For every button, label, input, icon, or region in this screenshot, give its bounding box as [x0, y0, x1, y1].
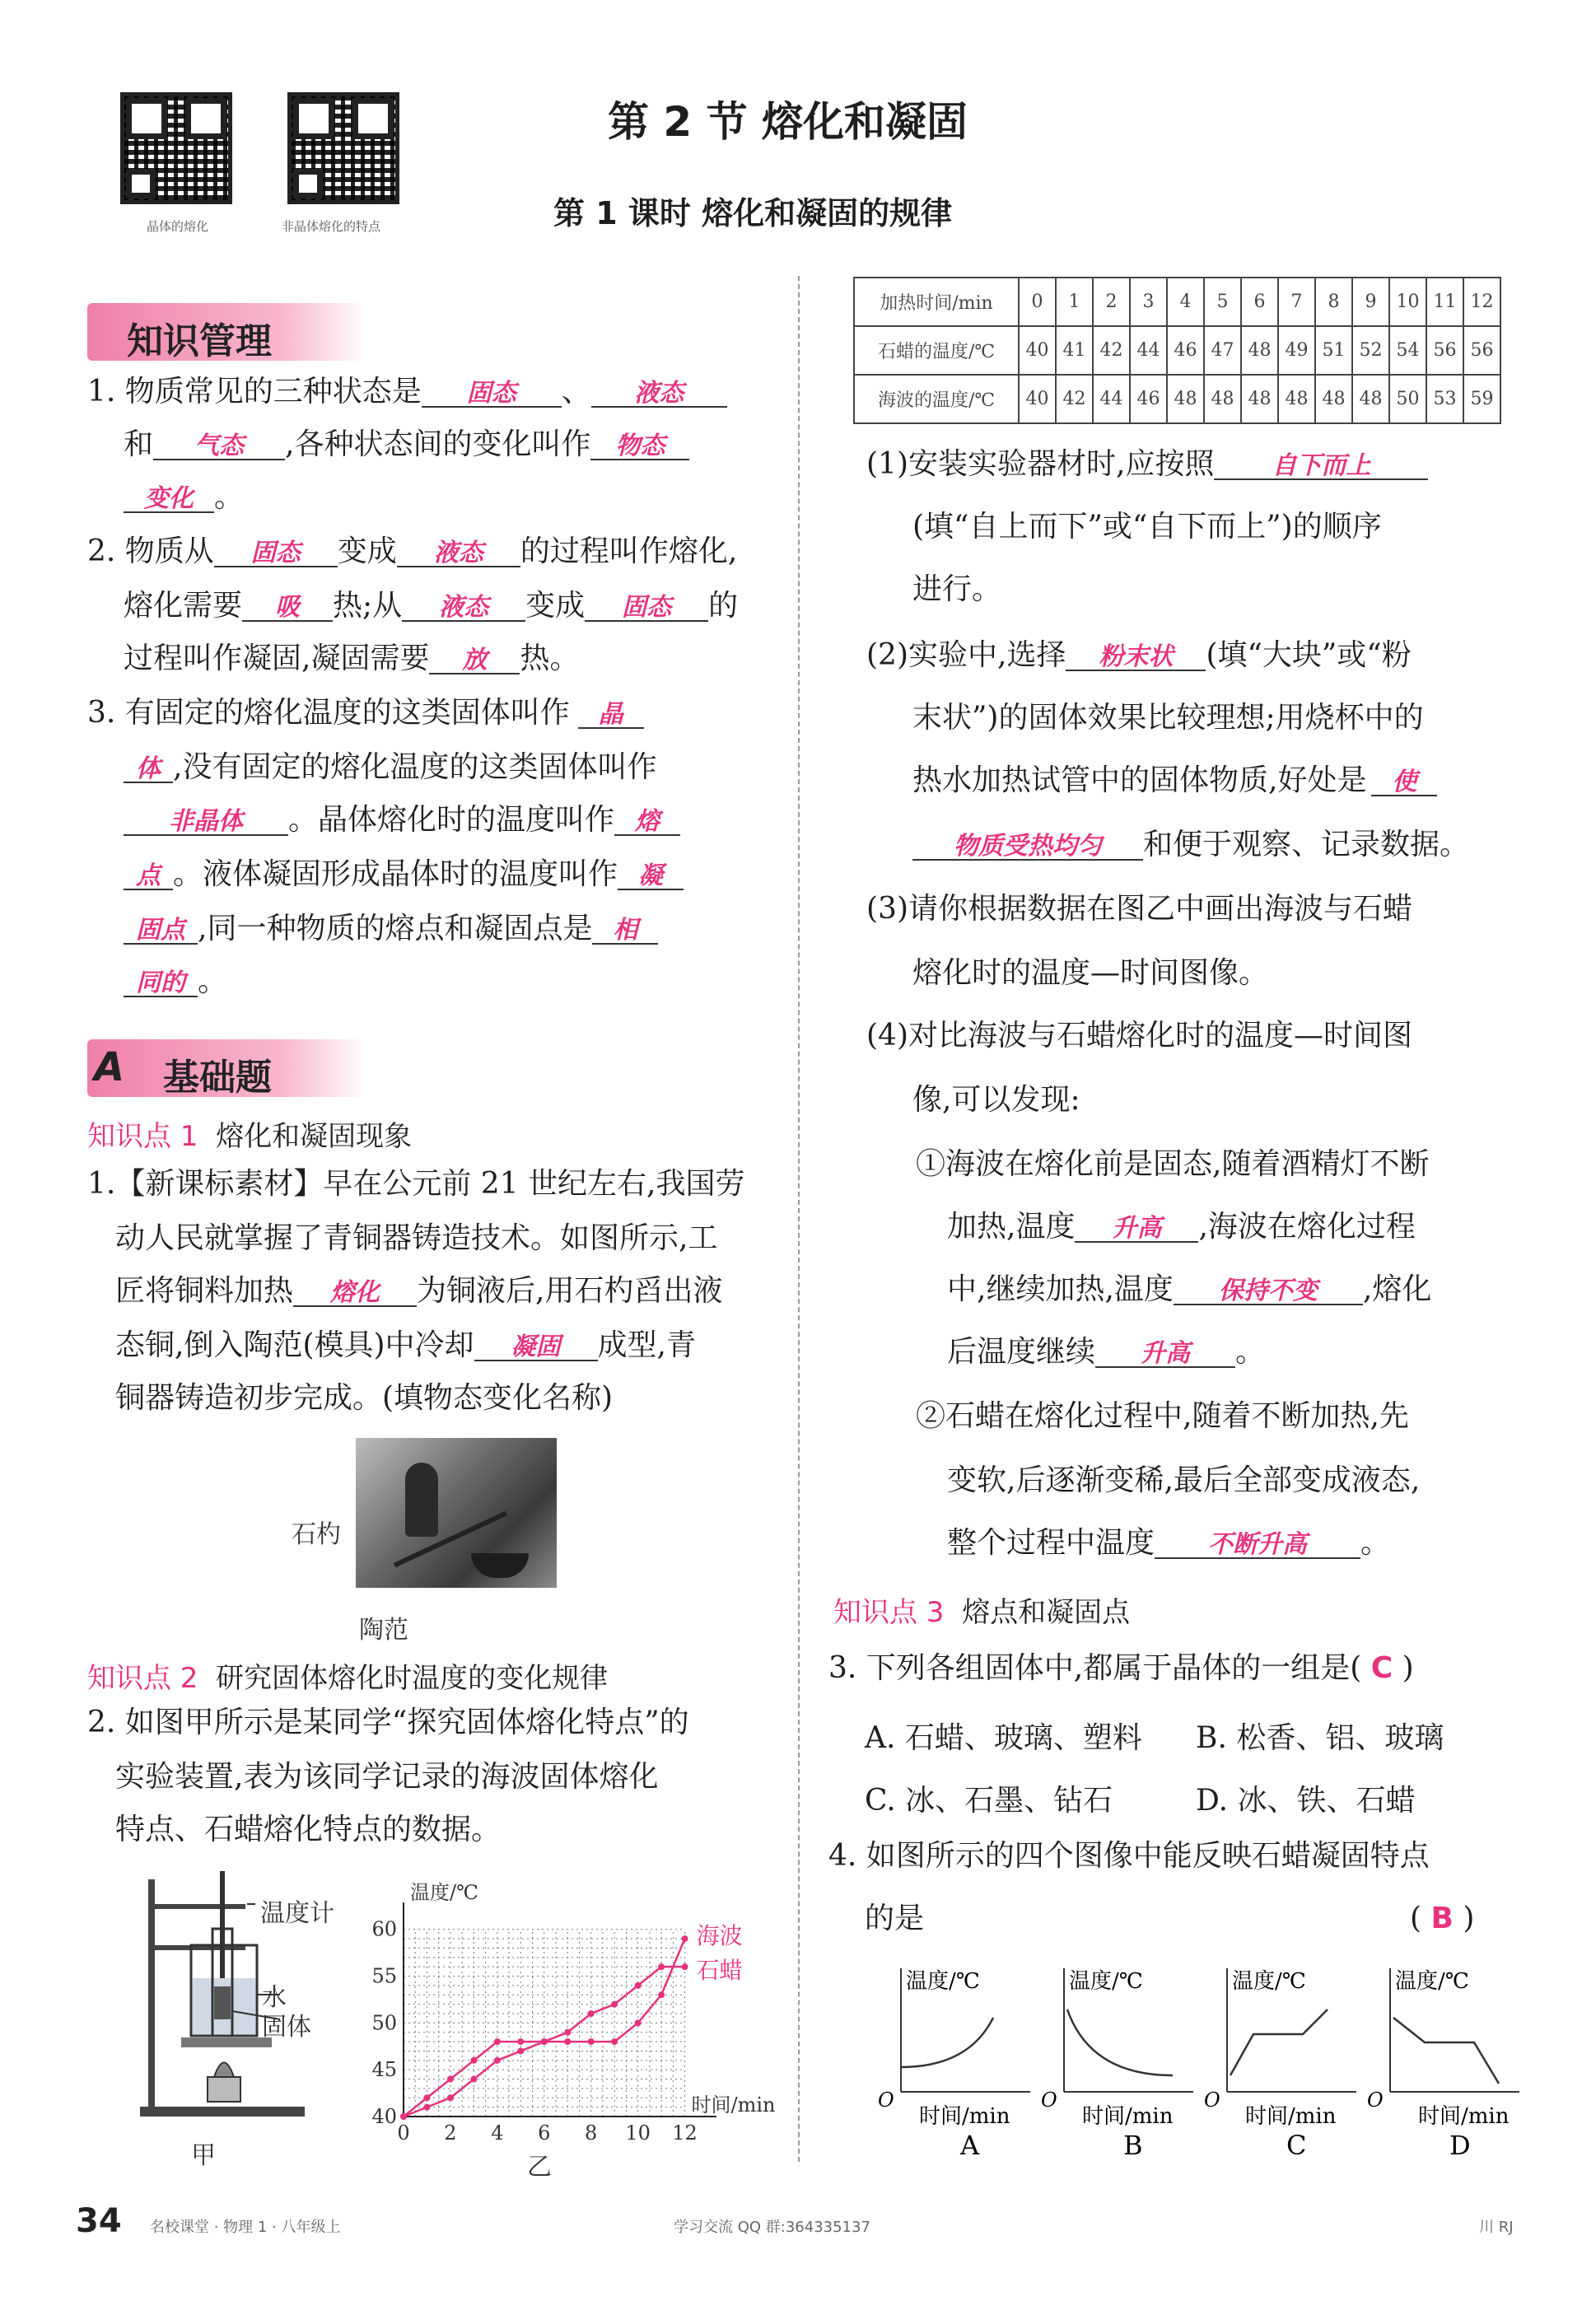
table-cell: 46 — [1167, 326, 1204, 375]
bronze-casting-photo — [356, 1438, 557, 1588]
data-table — [853, 277, 1501, 424]
r4-answer-1: 升高 — [1075, 1216, 1198, 1243]
table-row — [854, 375, 1500, 423]
table-cell: 40 — [1019, 326, 1056, 375]
table-cell: 56 — [1426, 326, 1463, 375]
table-cell: 40 — [1019, 375, 1056, 423]
data-point — [635, 2019, 642, 2026]
r2-line-a — [866, 638, 1412, 672]
r4-line-f — [947, 1337, 1265, 1368]
table-row-header: 海波的温度/℃ — [854, 375, 1019, 423]
q3k-answer-5a: 相 — [592, 918, 658, 945]
table-row-header: 加热时间/min — [854, 278, 1019, 326]
p1-text-d: 态铜,倒入陶范(模具)中冷却 — [115, 1328, 474, 1362]
x-tick-label: 2 — [444, 2121, 457, 2145]
data-point — [682, 1935, 688, 1942]
table-cell: 2 — [1093, 278, 1130, 326]
q4-line-a: 4. 如图所示的四个图像中能反映石蜡凝固特点 — [828, 1839, 1430, 1873]
q3k-answer-3b: 点 — [124, 864, 173, 890]
q1-answer-2: 液态 — [591, 381, 727, 408]
q4-close: ) — [1463, 1902, 1475, 1935]
data-point — [611, 2038, 618, 2045]
mini-c-ylabel: 温度/℃ — [1232, 1969, 1306, 1994]
q3k-answer-5b: 同的 — [124, 971, 198, 997]
data-point — [423, 2104, 430, 2111]
mini-b-ylabel: 温度/℃ — [1069, 1969, 1143, 1994]
q1-line-c — [124, 480, 245, 514]
q3k-text-f2: 。 — [198, 964, 228, 998]
apparatus-label-thermometer: 温度计 — [260, 1899, 334, 1928]
table-cell: 48 — [1241, 326, 1278, 375]
data-point — [564, 2038, 571, 2045]
page-number: 34 — [76, 2202, 122, 2240]
r4-line-h: 变软,后逐渐变稀,最后全部变成液态, — [947, 1463, 1421, 1497]
x-tick-label: 10 — [625, 2121, 651, 2145]
q2-line-b — [124, 591, 738, 622]
basic-banner — [87, 1039, 367, 1097]
p1-text-c2: 为铜液后,用石杓舀出液 — [417, 1274, 723, 1308]
q3k-answer-4a: 凝 — [618, 864, 684, 890]
kp3-label: 知识点 3 — [833, 1596, 945, 1629]
r4-line-e — [947, 1272, 1432, 1306]
table-cell: 51 — [1315, 326, 1352, 375]
table-cell: 0 — [1019, 278, 1056, 326]
q2-text-c2: 热。 — [520, 642, 580, 675]
q3k-line-d — [124, 857, 684, 891]
data-point — [658, 1991, 665, 1998]
r4-text-d2: ,海波在熔化过程 — [1198, 1210, 1416, 1244]
q3k-text-e2: ,同一种物质的熔点和凝固点是 — [198, 912, 593, 945]
r4-text-e: 中,继续加热,温度 — [947, 1272, 1174, 1306]
table-cell: 9 — [1352, 278, 1389, 326]
table-row — [854, 278, 1500, 326]
mini-a-caption: A — [960, 2130, 980, 2161]
mini-a-xlabel: 时间/min — [919, 2104, 1010, 2129]
y-tick-label: 55 — [371, 1964, 397, 1988]
mini-graphs — [853, 1960, 1578, 2161]
section-title: 第 2 节 熔化和凝固 — [608, 98, 968, 146]
mini-b-caption: B — [1123, 2130, 1143, 2161]
table-cell: 48 — [1204, 375, 1241, 423]
mini-d-origin: O — [1367, 2089, 1384, 2112]
q3k-answer-2: 非晶体 — [124, 810, 288, 836]
data-point — [494, 2057, 501, 2064]
apparatus-caption: 甲 — [191, 2141, 216, 2170]
q3k-line-b — [124, 750, 657, 784]
q2-text-b4: 变成 — [525, 589, 586, 623]
p1-text-c: 匠将铜料加热 — [115, 1274, 294, 1308]
mini-d-xlabel: 时间/min — [1418, 2104, 1510, 2129]
qr-caption-2: 非晶体熔化的特点 — [282, 219, 381, 234]
q3-mc-close: ) — [1402, 1651, 1414, 1685]
q2-answer-5: 固态 — [585, 595, 708, 622]
x-tick-label: 0 — [397, 2121, 410, 2145]
table-row-header: 石蜡的温度/℃ — [854, 326, 1019, 375]
q1-answer-1: 固态 — [422, 381, 562, 408]
x-tick-label: 8 — [585, 2121, 598, 2145]
mini-graph-c — [1204, 1968, 1356, 2161]
kp2-title: 研究固体熔化时温度的变化规律 — [216, 1662, 609, 1695]
table-cell: 4 — [1167, 278, 1204, 326]
table-cell: 48 — [1278, 375, 1315, 423]
series-label-1: 石蜡 — [696, 1957, 743, 1985]
data-point — [423, 2094, 430, 2101]
q1-text-c2: 。 — [214, 480, 245, 514]
p1-answer-2: 凝固 — [474, 1335, 598, 1361]
q3k-answer-3a: 熔 — [614, 810, 680, 836]
q1-answer-4b: 变化 — [124, 487, 214, 513]
y-tick-label: 45 — [371, 2058, 397, 2082]
data-point — [447, 2076, 454, 2083]
photo-label-mold: 陶范 — [359, 1616, 408, 1645]
r3-line-b: 熔化时的温度—时间图像。 — [912, 956, 1269, 990]
kp2-label: 知识点 2 — [87, 1662, 198, 1695]
apparatus-label-solid: 固体 — [262, 2013, 311, 2042]
q3-mc-answer: C — [1370, 1651, 1393, 1685]
q2-answer-2: 液态 — [397, 541, 520, 567]
kp3-title: 熔点和凝固点 — [962, 1596, 1131, 1629]
knowledge-point-1 — [87, 1113, 412, 1154]
r4-text-e2: ,熔化 — [1362, 1272, 1432, 1306]
r1-line-c: 进行。 — [912, 572, 1002, 606]
basic-banner-letter: A — [94, 1044, 125, 1090]
data-point — [470, 2076, 477, 2083]
data-point — [517, 2038, 524, 2045]
p1-line-e: 铜器铸造初步完成。(填物态变化名称) — [115, 1381, 614, 1415]
q3k-answer-4b: 固点 — [124, 918, 198, 945]
data-point — [682, 1963, 688, 1970]
q2-answer-6: 放 — [429, 648, 520, 674]
q2-text-a4: 的过程叫作熔化, — [520, 534, 738, 568]
table-cell: 1 — [1056, 278, 1093, 326]
q1-sep: 、 — [561, 375, 591, 408]
x-tick-label: 4 — [491, 2121, 504, 2145]
r2-answer-2b: 物质受热均匀 — [912, 834, 1143, 861]
table-cell: 59 — [1463, 375, 1500, 423]
r4-answer-3: 升高 — [1095, 1342, 1235, 1368]
q3k-text-d2: 。液体凝固形成晶体时的温度叫作 — [173, 857, 618, 891]
r4-text-d: 加热,温度 — [947, 1210, 1076, 1244]
r1-line-b: (填“自上而下”或“自下而上”)的顺序 — [912, 510, 1382, 544]
table-cell: 56 — [1463, 326, 1500, 375]
r4-text-f: 后温度继续 — [947, 1335, 1096, 1369]
q2-text-a: 2. 物质从 — [87, 534, 214, 568]
apparatus-label-water: 水 — [262, 1983, 287, 2012]
y-tick-label: 50 — [371, 2011, 397, 2035]
table-cell: 12 — [1463, 278, 1500, 326]
q2-answer-4: 液态 — [402, 595, 525, 622]
q2-text-a2: 变成 — [337, 534, 397, 568]
y-tick-label: 60 — [371, 1917, 397, 1941]
lesson-title: 第 1 课时 熔化和凝固的规律 — [553, 195, 953, 231]
r2-line-e — [912, 830, 1469, 861]
p2-line-b: 实验装置,表为该同学记录的海波固体熔化 — [115, 1760, 659, 1794]
q1-line-a — [87, 377, 727, 408]
y-axis-label: 温度/℃ — [410, 1881, 478, 1904]
q4-answer-bracket — [1410, 1904, 1474, 1934]
q3k-answer-1a: 晶 — [578, 702, 644, 729]
table-cell: 44 — [1130, 326, 1167, 375]
mini-a-ylabel: 温度/℃ — [906, 1969, 980, 1994]
q3k-text-a: 3. 有固定的熔化温度的这类固体叫作 — [87, 696, 570, 730]
q2-text-b: 熔化需要 — [124, 589, 243, 623]
series-label-0: 海波 — [696, 1922, 743, 1950]
q4-open: ( — [1410, 1902, 1422, 1935]
q3-option-b: B. 松香、铝、玻璃 — [1196, 1721, 1444, 1755]
p1-line-c — [115, 1274, 723, 1308]
table-cell: 44 — [1093, 375, 1130, 423]
table-cell: 42 — [1093, 326, 1130, 375]
series-line-0 — [404, 1939, 685, 2117]
r4-text-i2: 。 — [1360, 1526, 1391, 1560]
r2-answer-1: 粉末状 — [1066, 645, 1206, 671]
r4-answer-4: 不断升高 — [1155, 1533, 1360, 1559]
photo-label-ladle: 石杓 — [292, 1520, 341, 1549]
r4-text-f2: 。 — [1235, 1335, 1266, 1369]
mini-a-origin: O — [878, 2089, 894, 2112]
footer-middle: 学习交流 QQ 群:364335137 — [674, 2219, 870, 2236]
table-row — [854, 326, 1500, 375]
table-cell: 8 — [1315, 278, 1352, 326]
data-point — [470, 2057, 477, 2064]
data-point — [611, 2001, 618, 2008]
q3k-text-b2: ,没有固定的熔化温度的这类固体叫作 — [173, 750, 657, 784]
q3k-line-f — [124, 964, 228, 998]
knowledge-point-3 — [833, 1589, 1130, 1630]
graph-caption: 乙 — [527, 2153, 552, 2182]
table-cell: 47 — [1204, 326, 1241, 375]
q2-text-c: 过程叫作凝固,凝固需要 — [124, 642, 430, 675]
r2-text-b: (填“大块”或“粉 — [1206, 638, 1412, 672]
data-point — [494, 2038, 501, 2045]
table-cell: 48 — [1167, 375, 1204, 423]
q3k-answer-1b: 体 — [124, 757, 173, 783]
knowledge-banner-label: 知识管理 — [127, 320, 272, 362]
q1-answer-4a: 物态 — [590, 434, 689, 460]
mini-d-caption: D — [1449, 2130, 1471, 2161]
r2-text-d: 热水加热试管中的固体物质,好处是 — [912, 763, 1367, 797]
data-point — [517, 2047, 524, 2054]
table-cell: 11 — [1426, 278, 1463, 326]
mini-b-origin: O — [1041, 2089, 1057, 2112]
r4-line-a: (4)对比海波与石蜡熔化时的温度—时间图 — [866, 1019, 1412, 1052]
q3k-line-c — [124, 805, 680, 836]
q3-mc-text: 3. 下列各组固体中,都属于晶体的一组是( — [828, 1651, 1362, 1685]
table-cell: 46 — [1130, 375, 1167, 423]
q2-answer-1: 固态 — [214, 541, 338, 567]
table-cell: 42 — [1056, 375, 1093, 423]
mold-shape — [471, 1553, 529, 1578]
mini-graph-a — [878, 1968, 1030, 2161]
table-cell: 48 — [1352, 375, 1389, 423]
r4-line-c: ①海波在熔化前是固态,随着酒精灯不断 — [916, 1147, 1430, 1181]
footer-right: 川 RJ — [1479, 2219, 1514, 2236]
r4-text-i: 整个过程中温度 — [947, 1526, 1155, 1560]
q1-text-b2: ,各种状态间的变化叫作 — [285, 427, 591, 461]
table-cell: 48 — [1241, 375, 1278, 423]
r4-line-i — [947, 1526, 1391, 1560]
knowledge-point-2 — [87, 1655, 608, 1696]
x-axis-label: 时间/min — [691, 2093, 776, 2117]
table-cell: 49 — [1278, 326, 1315, 375]
q3-option-d: D. 冰、铁、石蜡 — [1196, 1784, 1416, 1818]
q2-text-b2: 热;从 — [333, 589, 403, 623]
table-cell: 5 — [1204, 278, 1241, 326]
y-tick-label: 40 — [371, 2105, 397, 2128]
p1-answer-1: 熔化 — [293, 1281, 417, 1307]
r3-line-a: (3)请你根据数据在图乙中画出海波与石蜡 — [866, 892, 1412, 926]
qr-code-melting[interactable] — [120, 92, 232, 204]
r4-answer-2: 保持不变 — [1174, 1279, 1363, 1305]
p1-text-d2: 成型,青 — [597, 1328, 696, 1362]
r1-line-a — [866, 447, 1428, 481]
temperature-time-graph — [354, 1878, 776, 2158]
kp1-label: 知识点 1 — [87, 1120, 198, 1153]
table-cell: 53 — [1426, 375, 1463, 423]
p1-line-b: 动人民就掌握了青铜器铸造技术。如图所示,工 — [115, 1221, 718, 1255]
mini-c-caption: C — [1286, 2130, 1307, 2161]
r2-text-f: 和便于观察、记录数据。 — [1143, 828, 1470, 861]
q1-text-b: 和 — [124, 427, 154, 461]
mini-graph-b — [1041, 1968, 1193, 2161]
q3k-line-a — [87, 698, 644, 729]
data-point — [541, 2038, 548, 2045]
r4-line-g: ②石蜡在熔化过程中,随着不断加热,先 — [916, 1399, 1409, 1433]
table-cell: 48 — [1315, 375, 1352, 423]
footer-left: 名校课堂 · 物理 1 · 八年级上 — [150, 2219, 341, 2236]
r2-line-c: 末状”)的固体效果比较理想;用烧杯中的 — [912, 701, 1424, 735]
table-cell: 10 — [1389, 278, 1426, 326]
q1-line-b — [124, 427, 689, 461]
p2-line-c: 特点、石蜡熔化特点的数据。 — [115, 1813, 502, 1846]
qr-caption-1: 晶体的熔化 — [147, 219, 209, 234]
r4-line-b: 像,可以发现: — [912, 1083, 1080, 1117]
table-cell: 54 — [1389, 326, 1426, 375]
q2-text-b6: 的 — [708, 589, 739, 623]
data-point — [588, 2010, 595, 2017]
qr-code-amorphous[interactable] — [287, 92, 399, 204]
table-cell: 41 — [1056, 326, 1093, 375]
q3k-line-e — [124, 914, 658, 945]
r2-text-a: (2)实验中,选择 — [866, 638, 1066, 672]
column-divider — [798, 276, 800, 2162]
mini-c-xlabel: 时间/min — [1245, 2104, 1337, 2129]
data-point — [447, 2094, 454, 2101]
table-cell: 50 — [1389, 375, 1426, 423]
p2-line-a: 2. 如图甲所示是某同学“探究固体熔化特点”的 — [87, 1706, 689, 1739]
mini-b-xlabel: 时间/min — [1082, 2104, 1174, 2129]
mini-graph-d — [1367, 1968, 1519, 2161]
data-point — [400, 2113, 407, 2120]
r1-answer: 自下而上 — [1214, 454, 1428, 480]
x-tick-label: 12 — [672, 2121, 698, 2145]
q4-line-b: 的是 — [865, 1902, 925, 1935]
r1-text-a: (1)安装实验器材时,应按照 — [866, 447, 1215, 481]
r2-answer-2a: 使 — [1371, 770, 1437, 796]
q3k-text-c2: 。晶体熔化时的温度叫作 — [288, 803, 615, 837]
mini-c-origin: O — [1204, 2089, 1220, 2112]
q3-option-c: C. 冰、石墨、钻石 — [865, 1784, 1113, 1818]
data-point — [564, 2029, 571, 2036]
table-cell: 52 — [1352, 326, 1389, 375]
q3-option-a: A. 石蜡、玻璃、塑料 — [865, 1721, 1142, 1755]
q3-mc-line — [828, 1651, 1414, 1685]
data-point — [588, 2038, 595, 2045]
data-point — [658, 1963, 665, 1970]
x-tick-label: 6 — [538, 2121, 551, 2145]
p1-line-a: 1.【新课标素材】早在公元前 21 世纪左右,我国劳 — [87, 1167, 745, 1201]
q2-line-c — [124, 644, 579, 674]
data-point — [635, 1982, 642, 1989]
r2-line-d — [912, 763, 1437, 797]
r4-line-d — [947, 1212, 1416, 1243]
q2-answer-3: 吸 — [242, 595, 333, 622]
table-cell: 3 — [1130, 278, 1167, 326]
knowledge-banner — [87, 303, 367, 361]
table-cell: 7 — [1278, 278, 1315, 326]
mini-d-ylabel: 温度/℃ — [1395, 1969, 1469, 1994]
basic-banner-label: 基础题 — [163, 1057, 272, 1099]
q2-line-a — [87, 534, 738, 568]
kp1-title: 熔化和凝固现象 — [216, 1120, 413, 1153]
craftsman-figure — [405, 1463, 438, 1537]
q1-text-a: 1. 物质常见的三种状态是 — [87, 375, 422, 408]
table-cell: 6 — [1241, 278, 1278, 326]
q1-answer-3: 气态 — [153, 434, 285, 460]
q4-answer: B — [1430, 1902, 1454, 1935]
p1-line-d — [115, 1328, 696, 1362]
